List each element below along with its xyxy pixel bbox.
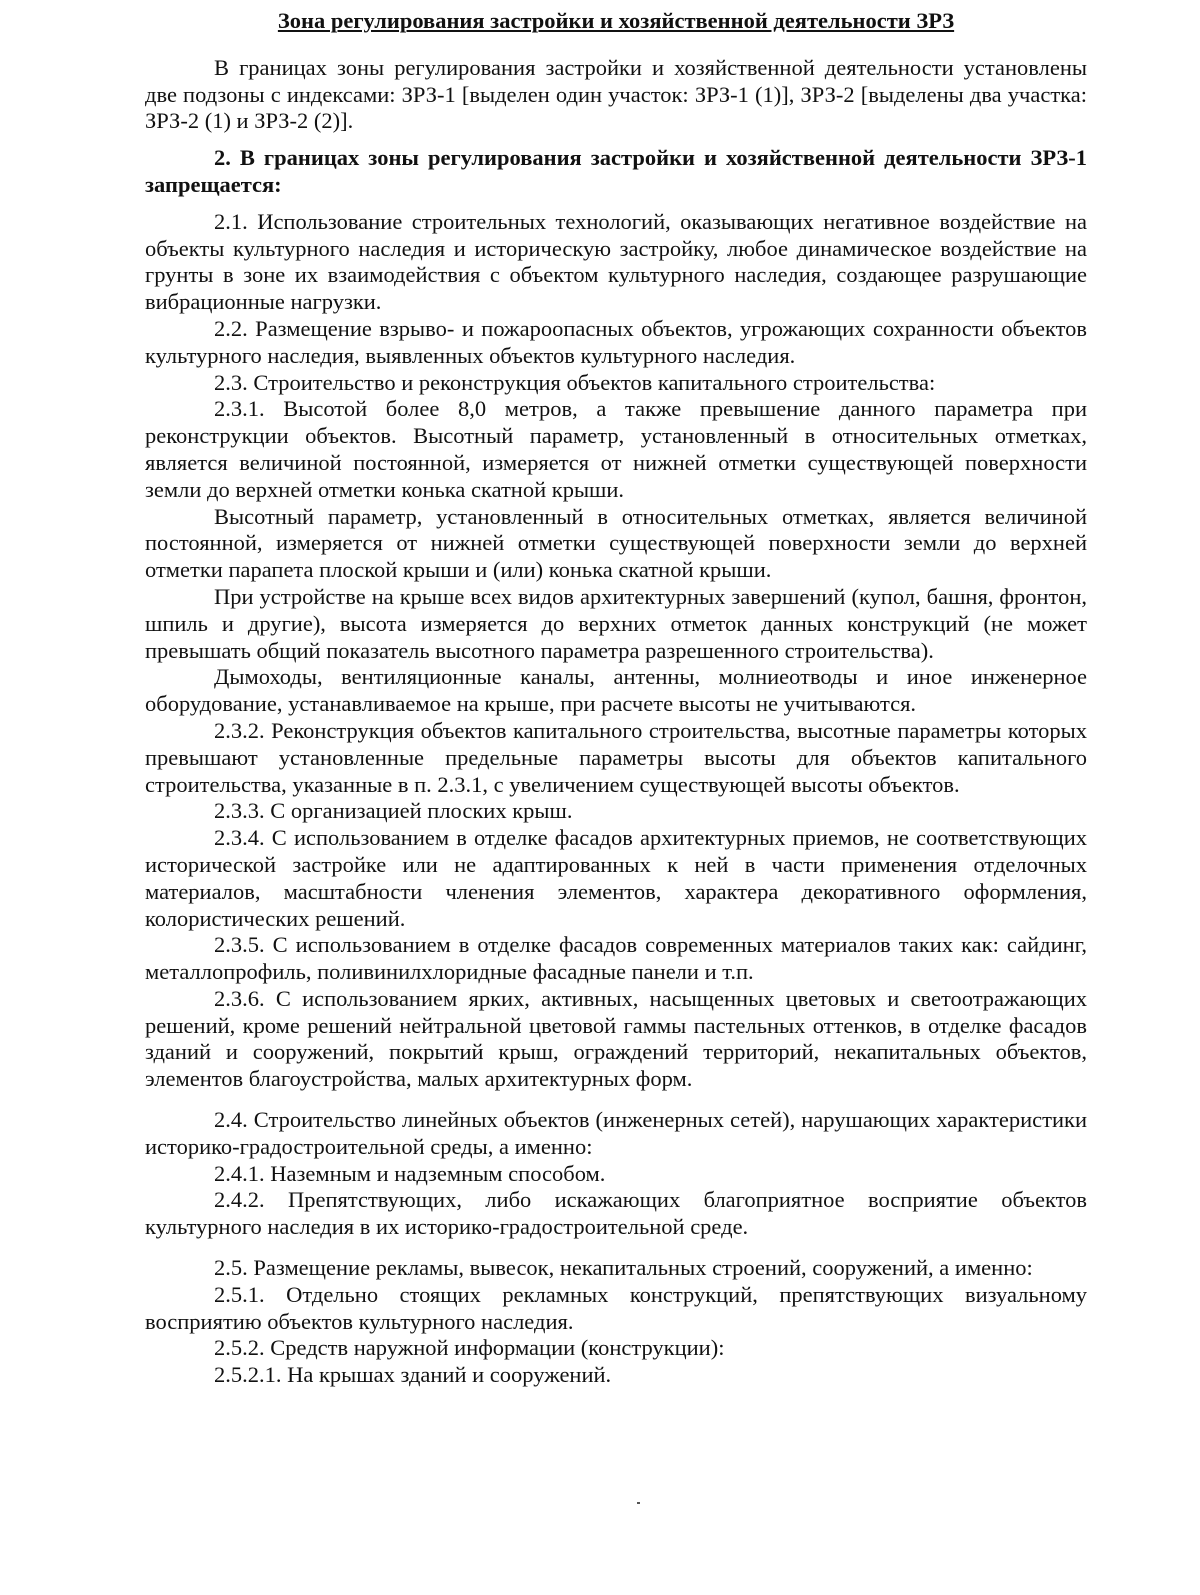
paragraph-architectural-finishes: При устройстве на крыше всех видов архитектурных завершений (купол, башня, фронтон, шпиль и другие), высота измеряется до верхних отметок данных конструкций (не может превышать общий показатель высотного параметра разрешенного строительства). <box>145 583 1087 663</box>
paragraph-2-1: 2.1. Использование строительных технологий, оказывающих негативное воздействие на объекты культурного наследия и историческую застройку, любое динамическое воздействие на грунты в зоне их взаимодействия с объектом культурного наследия, создающее разрушающие вибрационные нагрузки. <box>145 208 1087 315</box>
paragraph-2-3: 2.3. Строительство и реконструкция объектов капитального строительства: <box>214 369 936 395</box>
paragraph-2-5-1: 2.5.1. Отдельно стоящих рекламных конструкций, препятствующих визуальному восприятию объектов культурного наследия. <box>145 1281 1087 1334</box>
paragraph-2-4: 2.4. Строительство линейных объектов (инженерных сетей), нарушающих характеристики историко-градостроительной среды, а именно: <box>145 1107 1087 1159</box>
paragraph-2-3-4: 2.3.4. С использованием в отделке фасадов архитектурных приемов, не соответствующих исторической застройке или не адаптированных к ней в части применения отделочных материалов, масштабности членения элементов, характера декоративного оформления, колористических решений. <box>145 825 1087 931</box>
section-heading: 2. В границах зоны регулирования застройки и хозяйственной деятельности ЗРЗ-1 запрещается: <box>145 145 1087 197</box>
scan-speck <box>637 1502 640 1504</box>
paragraph-height-parameter: Высотный параметр, установленный в относительных отметках, является величиной постоянной, измеряется от нижней отметки существующей поверхности земли до верхней отметки парапета плоской крыши и (или) конька скатной крыши. <box>145 503 1087 583</box>
paragraph-2-5-2-1: 2.5.2.1. На крышах зданий и сооружений. <box>214 1362 612 1388</box>
paragraph-2-3-1: 2.3.1. Высотой более 8,0 метров, а также превышение данного параметра при реконструкции объектов. Высотный параметр, установленный в относительных отметках, является величиной постоянной, измеряется от нижней отметки существующей поверхности земли до верхней отметки конька скатной крыши. <box>145 396 1087 502</box>
paragraph-2-3-3: 2.3.3. С организацией плоских крыш. <box>214 798 573 824</box>
paragraph-2-3-6: 2.3.6. С использованием ярких, активных, насыщенных цветовых и светоотражающих решений, кроме решений нейтральной цветовой гаммы пастельных оттенков, в отделке фасадов зданий и сооружений, покрытий крыш, ограждений территорий, некапитальных объектов, элементов благоустройства, малых архитектурных форм. <box>145 985 1087 1092</box>
document-title: Зона регулирования застройки и хозяйственной деятельности ЗРЗ <box>277 8 955 33</box>
document-page <box>145 8 1087 1389</box>
paragraph-2-3-5: 2.3.5. С использованием в отделке фасадов современных материалов таких как: сайдинг, металлопрофиль, поливинилхлоридные фасадные панели и т.п. <box>145 932 1087 985</box>
paragraph-2-2: 2.2. Размещение взрыво- и пожароопасных объектов, угрожающих сохранности объектов культурного наследия, выявленных объектов культурного наследия. <box>145 315 1087 368</box>
paragraph-2-3-2: 2.3.2. Реконструкция объектов капитального строительства, высотные параметры которых превышают установленные предельные параметры высоты для объектов капитального строительства, указанные в п. 2.3.1, с увеличением существующей высоты объектов. <box>145 717 1087 797</box>
intro-paragraph: В границах зоны регулирования застройки и хозяйственной деятельности установлены две подзоны с индексами: ЗРЗ-1 [выделен один участок: ЗРЗ-1 (1)], ЗРЗ-2 [выделены два участка: ЗРЗ-2 (1) и ЗРЗ-2 (2)]. <box>145 54 1087 134</box>
paragraph-2-4-2: 2.4.2. Препятствующих, либо искажающих благоприятное восприятие объектов культурного наследия в их историко-градостроительной среде. <box>145 1187 1087 1240</box>
paragraph-2-4-1: 2.4.1. Наземным и надземным способом. <box>214 1160 606 1186</box>
paragraph-2-5-2: 2.5.2. Средств наружной информации (конструкции): <box>214 1335 725 1361</box>
paragraph-chimneys: Дымоходы, вентиляционные каналы, антенны, молниеотводы и иное инженерное оборудование, устанавливаемое на крыше, при расчете высоты не учитываются. <box>145 664 1087 717</box>
paragraph-2-5: 2.5. Размещение рекламы, вывесок, некапитальных строений, сооружений, а именно: <box>214 1255 1033 1281</box>
